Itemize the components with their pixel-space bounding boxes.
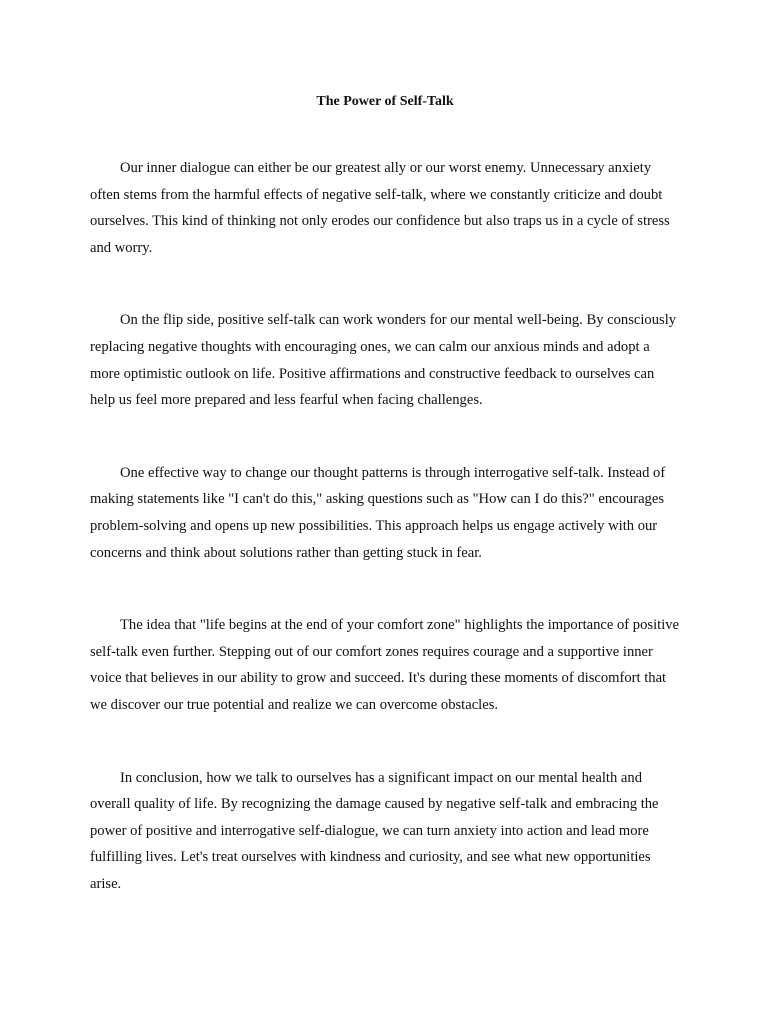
- paragraph-5: In conclusion, how we talk to ourselves has a significant impact on our mental health and overall quality of life. By recognizing the damage caused by negative self-talk and embracing the power of positive and interrogative self-dialogue, we can turn anxiety into action and lead more fulfilling lives. Let's treat ourselves with kindness and curiosity, and see what new opportunities arise.: [90, 769, 659, 892]
- document-title: The Power of Self-Talk: [316, 94, 454, 109]
- paragraph-1: Our inner dialogue can either be our greatest ally or our worst enemy. Unnecessary anxiety often stems from the harmful effects of negative self-talk, where we constantly criticize and doubt ourselves. This kind of thinking not only erodes our confidence but also traps us in a cycle of stress and worry.: [90, 160, 670, 256]
- paragraph-2: On the flip side, positive self-talk can work wonders for our mental well-being. By consciously replacing negative thoughts with encouraging ones, we can calm our anxious minds and adopt a more optimistic outlook on life. Positive affirmations and constructive feedback to ourselves can help us feel more prepared and less fearful when facing challenges.: [90, 312, 677, 409]
- paragraph-4: The idea that "life begins at the end of your comfort zone" highlights the importance of positive self-talk even further. Stepping out of our comfort zones requires courage and a supportive inner voice that believes in our ability to grow and succeed. It's during these moments of discomfort that we discover our true potential and realize we can overcome obstacles.: [90, 617, 680, 713]
- document-page: [90, 92, 680, 943]
- paragraph-3: One effective way to change our thought patterns is through interrogative self-talk. Instead of making statements like "I can't do this," asking questions such as "How can I do this?" encourages problem-solving and opens up new possibilities. This approach helps us engage actively with our concerns and think about solutions rather than getting stuck in fear.: [90, 464, 666, 561]
